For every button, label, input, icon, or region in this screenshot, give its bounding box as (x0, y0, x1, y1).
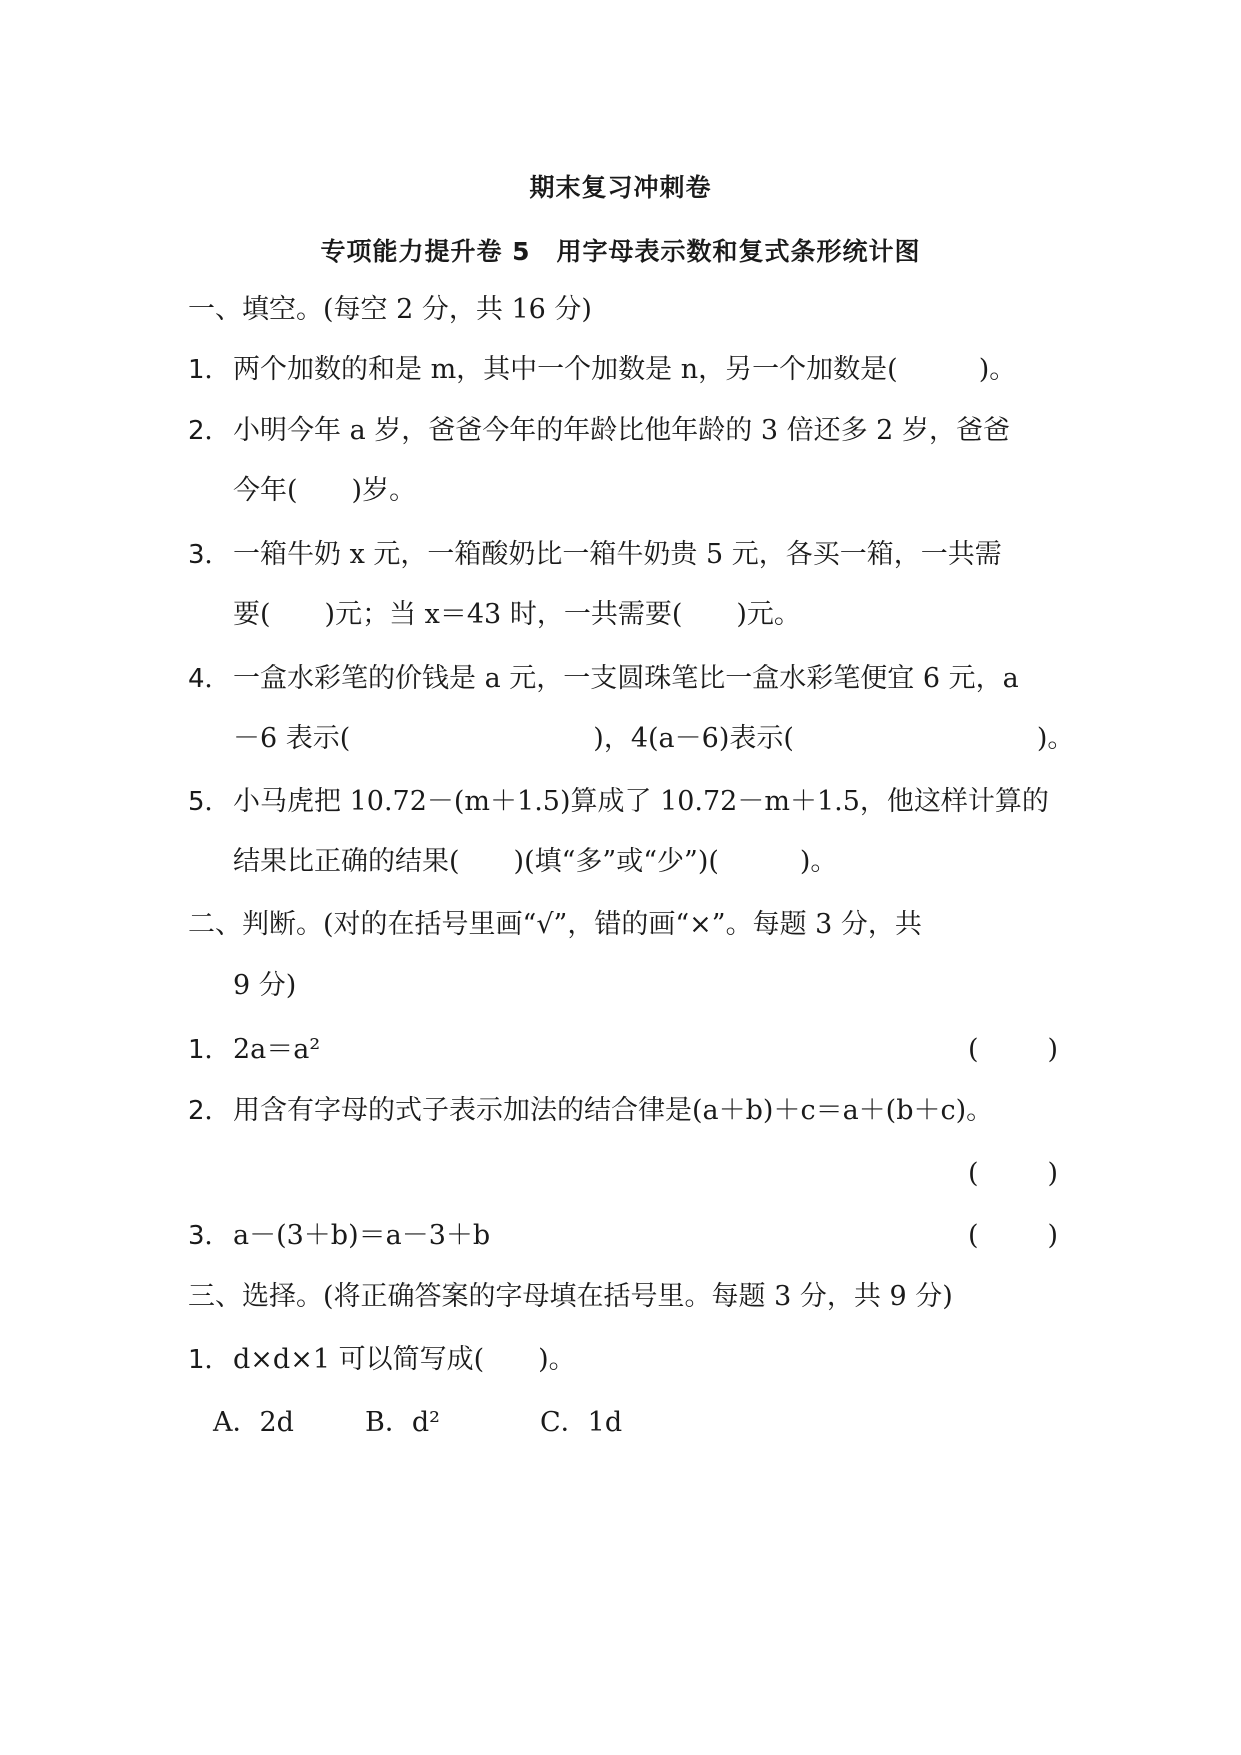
s2-question-1 (188, 1032, 1068, 1068)
paren-close: ) (1047, 1158, 1058, 1189)
s1-question-3 (188, 537, 1068, 573)
s1-question-5 (188, 784, 1068, 820)
question-text: 用含有字母的式子表示加法的结合律是(a＋b)＋c＝a＋(b＋c)。 (233, 1095, 994, 1126)
s3-question-1 (188, 1342, 1068, 1378)
question-text: 2a＝a² (233, 1034, 321, 1065)
question-number: 1． (188, 1345, 231, 1375)
question-number: 4． (188, 664, 231, 694)
s2-question-3 (188, 1218, 1068, 1254)
option-a[interactable]: A．2d (213, 1407, 294, 1438)
answer-paren-1[interactable] (968, 1032, 1058, 1068)
answer-paren-3[interactable] (968, 1218, 1058, 1254)
option-c[interactable]: C．1d (540, 1407, 623, 1438)
s1-question-2 (188, 413, 1068, 449)
section1-heading: 一、填空。(每空 2 分，共 16 分) (188, 294, 592, 325)
s1-question-4 (188, 661, 1068, 697)
question-text: 小明今年 a 岁，爸爸今年的年龄比他年龄的 3 倍还多 2 岁，爸爸 (233, 415, 1010, 446)
s1-question-5-cont: 结果比正确的结果( )(填“多”或“少”)( )。 (233, 846, 838, 877)
question-number: 3． (188, 540, 231, 570)
s2-question-2 (188, 1093, 1068, 1129)
page-title: 期末复习冲刺卷 (529, 173, 712, 202)
section3-heading: 三、选择。(将正确答案的字母填在括号里。每题 3 分，共 9 分) (188, 1281, 953, 1312)
question-text: d×d×1 可以简写成( )。 (233, 1344, 576, 1375)
question-text: 小马虎把 10.72－(m＋1.5)算成了 10.72－m＋1.5，他这样计算的 (233, 786, 1049, 817)
paren-close: ) (1047, 1220, 1058, 1251)
s1-question-4-cont: －6 表示( )，4(a－6)表示( )。 (233, 723, 1075, 754)
answer-paren-2[interactable] (968, 1156, 1058, 1192)
s3-question-1-options (213, 1405, 1093, 1441)
paren-open: ( (968, 1034, 979, 1065)
question-number: 5． (188, 787, 231, 817)
section2-heading: 二、判断。(对的在括号里画“√”，错的画“×”。每题 3 分，共 (188, 909, 922, 940)
s1-question-1 (188, 352, 1068, 388)
question-number: 3． (188, 1221, 231, 1251)
question-number: 1． (188, 1035, 231, 1065)
section2-heading-cont: 9 分) (233, 970, 297, 1001)
question-text: 一盒水彩笔的价钱是 a 元，一支圆珠笔比一盒水彩笔便宜 6 元，a (233, 663, 1019, 694)
page-subtitle: 专项能力提升卷 5 用字母表示数和复式条形统计图 (320, 237, 921, 266)
question-text: a－(3＋b)＝a－3＋b (233, 1220, 491, 1251)
s1-question-3-cont: 要( )元；当 x＝43 时，一共需要( )元。 (233, 599, 801, 630)
question-text: 两个加数的和是 m，其中一个加数是 n，另一个加数是( )。 (233, 354, 1017, 385)
paren-close: ) (1047, 1034, 1058, 1065)
question-number: 2． (188, 1096, 231, 1126)
paren-open: ( (968, 1220, 979, 1251)
question-number: 2． (188, 416, 231, 446)
option-b[interactable]: B．d² (365, 1407, 440, 1438)
question-number: 1． (188, 355, 231, 385)
paren-open: ( (968, 1158, 979, 1189)
question-text: 一箱牛奶 x 元，一箱酸奶比一箱牛奶贵 5 元，各买一箱，一共需 (233, 539, 1002, 570)
s1-question-2-cont: 今年( )岁。 (233, 475, 417, 506)
